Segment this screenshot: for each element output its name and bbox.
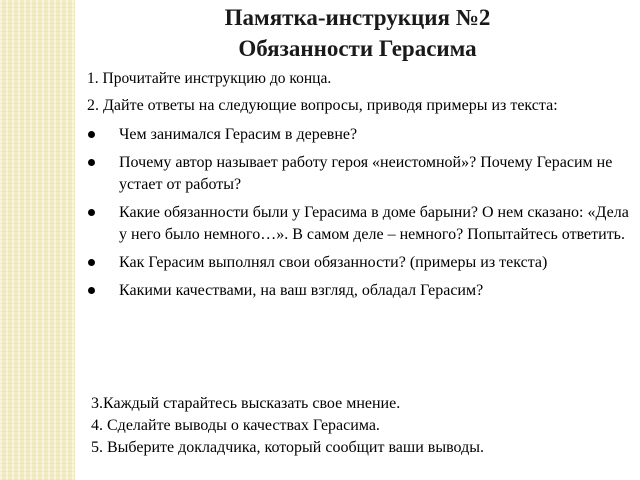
question-item [87, 252, 639, 274]
title-line-2: Обязанности Герасима [238, 36, 477, 61]
bullet-icon [88, 259, 95, 266]
step-2-text: 2. Дайте ответы на следующие вопросы, приводя примеры из текста: [87, 97, 558, 114]
final-steps [91, 393, 631, 459]
question-item [87, 124, 639, 146]
bullet-icon [88, 209, 95, 216]
question-text: Как Герасим выполнял свои обязанности? (примеры из текста) [119, 254, 548, 271]
step-1: 1. Прочитайте инструкцию до конца. [87, 70, 332, 87]
question-text: Какими качествами, на ваш взгляд, обладал Герасим? [119, 282, 484, 299]
step-5: 5. Выберите докладчика, который сообщит ваши выводы. [91, 439, 484, 456]
question-item [87, 152, 639, 196]
question-text: Почему автор называет работу героя «неистомной»? Почему Герасим не устает от работы? [119, 154, 613, 193]
instruction-content [87, 68, 639, 302]
bullet-icon [88, 131, 95, 138]
question-list [87, 124, 639, 302]
bullet-icon [88, 159, 95, 166]
decorative-side-stripe [0, 0, 75, 480]
question-text: Какие обязанности были у Герасима в доме барыни? О нем сказано: «Дела у него было немного…». В самом деле – немного? Попытайтесь ответить. [119, 204, 629, 243]
step-2 [87, 95, 639, 117]
step-3: 3.Каждый старайтесь высказать свое мнение. [91, 395, 401, 412]
step-4: 4. Сделайте выводы о качествах Герасима. [91, 417, 380, 434]
title-line-1: Памятка-инструкция №2 [224, 5, 491, 30]
question-text: Чем занимался Герасим в деревне? [119, 126, 358, 143]
question-item [87, 280, 639, 302]
bullet-icon [88, 287, 95, 294]
page-title [75, 2, 640, 64]
question-item [87, 202, 639, 246]
